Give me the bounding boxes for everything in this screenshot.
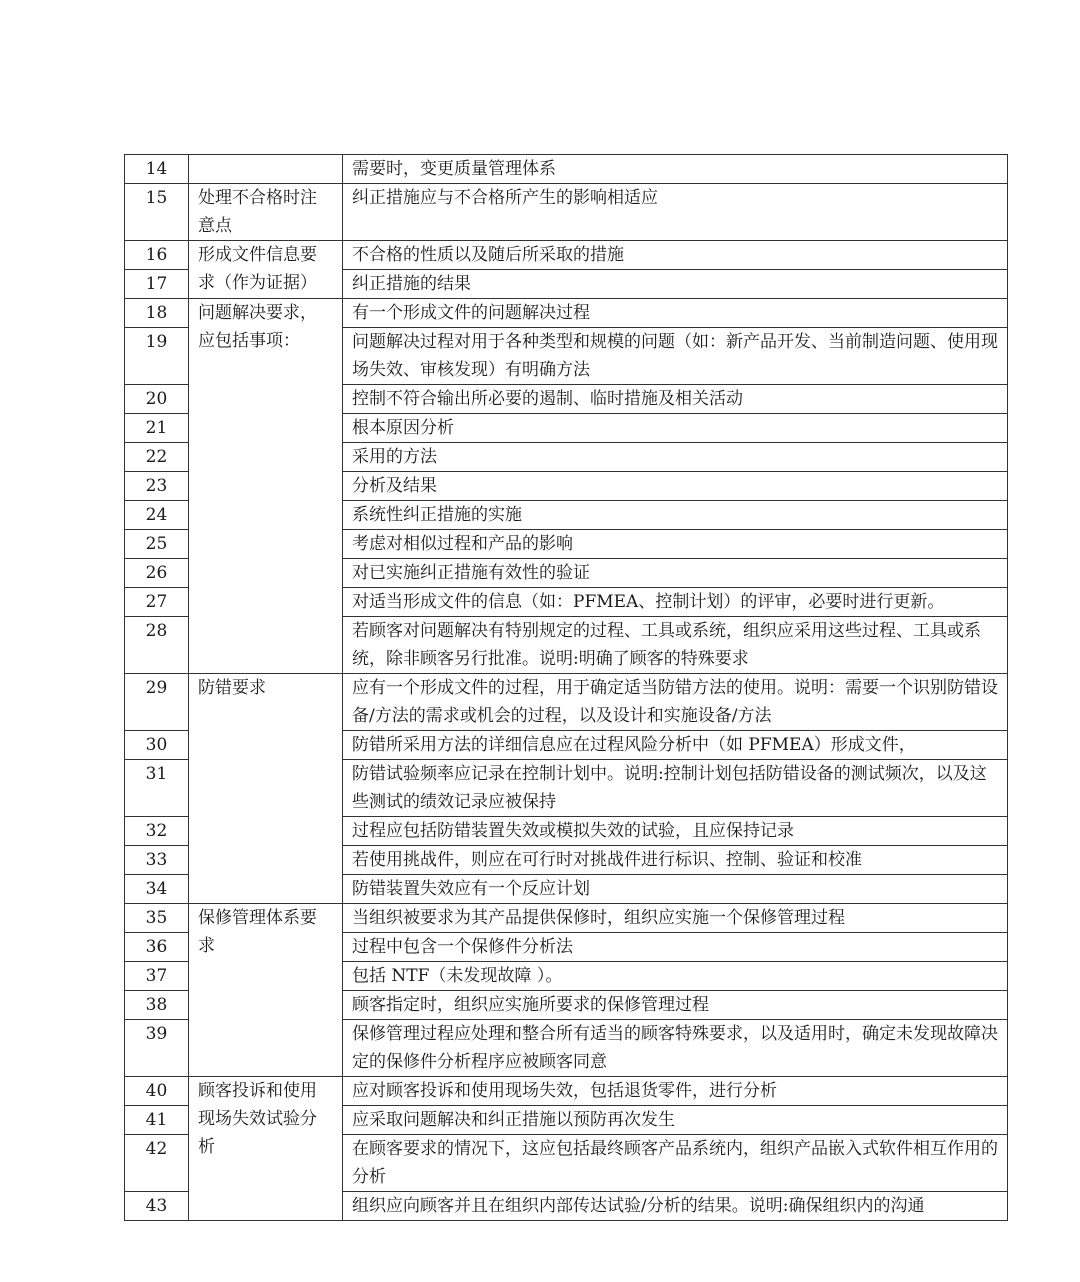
requirement-text: 分析及结果	[343, 472, 1008, 501]
requirement-text: 不合格的性质以及随后所采取的措施	[343, 241, 1008, 270]
requirement-text: 考虑对相似过程和产品的影响	[343, 530, 1008, 559]
requirement-text: 纠正措施的结果	[343, 270, 1008, 299]
category-cell: 形成文件信息要求（作为证据）	[189, 241, 343, 299]
category-cell: 保修管理体系要求	[189, 904, 343, 1077]
row-number: 40	[125, 1077, 189, 1106]
row-number: 33	[125, 846, 189, 875]
requirement-text: 应有一个形成文件的过程，用于确定适当防错方法的使用。说明：需要一个识别防错设备/方法的需求或机会的过程，以及设计和实施设备/方法	[343, 674, 1008, 731]
requirement-text: 纠正措施应与不合格所产生的影响相适应	[343, 184, 1008, 241]
table-row	[125, 184, 1008, 241]
requirement-text: 在顾客要求的情况下，这应包括最终顾客产品系统内，组织产品嵌入式软件相互作用的分析	[343, 1135, 1008, 1192]
row-number: 21	[125, 414, 189, 443]
requirement-text: 需要时，变更质量管理体系	[343, 155, 1008, 184]
requirements-table	[124, 154, 1008, 1221]
row-number: 18	[125, 299, 189, 328]
requirement-text: 顾客指定时，组织应实施所要求的保修管理过程	[343, 991, 1008, 1020]
row-number: 27	[125, 588, 189, 617]
row-number: 16	[125, 241, 189, 270]
category-cell: 顾客投诉和使用现场失效试验分析	[189, 1077, 343, 1221]
requirement-text: 当组织被要求为其产品提供保修时，组织应实施一个保修管理过程	[343, 904, 1008, 933]
table-row	[125, 674, 1008, 731]
row-number: 26	[125, 559, 189, 588]
row-number: 22	[125, 443, 189, 472]
row-number: 14	[125, 155, 189, 184]
table-row	[125, 155, 1008, 184]
requirement-text: 组织应向顾客并且在组织内部传达试验/分析的结果。说明:确保组织内的沟通	[343, 1192, 1008, 1221]
row-number: 19	[125, 328, 189, 385]
category-cell: 处理不合格时注意点	[189, 184, 343, 241]
category-cell: 问题解决要求，应包括事项：	[189, 299, 343, 674]
requirement-text: 若顾客对问题解决有特别规定的过程、工具或系统，组织应采用这些过程、工具或系统，除非顾客另行批准。说明:明确了顾客的特殊要求	[343, 617, 1008, 674]
requirement-text: 防错装置失效应有一个反应计划	[343, 875, 1008, 904]
row-number: 32	[125, 817, 189, 846]
requirement-text: 控制不符合输出所必要的遏制、临时措施及相关活动	[343, 385, 1008, 414]
requirement-text: 有一个形成文件的问题解决过程	[343, 299, 1008, 328]
row-number: 38	[125, 991, 189, 1020]
row-number: 20	[125, 385, 189, 414]
requirement-text: 过程应包括防错装置失效或模拟失效的试验，且应保持记录	[343, 817, 1008, 846]
requirement-text: 应对顾客投诉和使用现场失效，包括退货零件，进行分析	[343, 1077, 1008, 1106]
row-number: 17	[125, 270, 189, 299]
row-number: 29	[125, 674, 189, 731]
requirement-text: 采用的方法	[343, 443, 1008, 472]
table-row	[125, 241, 1008, 270]
row-number: 36	[125, 933, 189, 962]
row-number: 41	[125, 1106, 189, 1135]
category-cell-empty	[189, 155, 343, 184]
requirement-text: 若使用挑战件，则应在可行时对挑战件进行标识、控制、验证和校准	[343, 846, 1008, 875]
row-number: 39	[125, 1020, 189, 1077]
requirement-text: 防错所采用方法的详细信息应在过程风险分析中（如 PFMEA）形成文件，	[343, 731, 1008, 760]
row-number: 43	[125, 1192, 189, 1221]
requirement-text: 防错试验频率应记录在控制计划中。说明:控制计划包括防错设备的测试频次，以及这些测试的绩效记录应被保持	[343, 760, 1008, 817]
requirement-text: 保修管理过程应处理和整合所有适当的顾客特殊要求，以及适用时，确定未发现故障决定的保修件分析程序应被顾客同意	[343, 1020, 1008, 1077]
requirement-text: 包括 NTF（未发现故障 ）。	[343, 962, 1008, 991]
requirement-text: 系统性纠正措施的实施	[343, 501, 1008, 530]
row-number: 28	[125, 617, 189, 674]
row-number: 34	[125, 875, 189, 904]
row-number: 15	[125, 184, 189, 241]
table-row	[125, 1077, 1008, 1106]
category-cell: 防错要求	[189, 674, 343, 904]
row-number: 25	[125, 530, 189, 559]
requirement-text: 应采取问题解决和纠正措施以预防再次发生	[343, 1106, 1008, 1135]
row-number: 37	[125, 962, 189, 991]
row-number: 31	[125, 760, 189, 817]
row-number: 24	[125, 501, 189, 530]
row-number: 42	[125, 1135, 189, 1192]
table-row	[125, 904, 1008, 933]
requirement-text: 根本原因分析	[343, 414, 1008, 443]
row-number: 23	[125, 472, 189, 501]
requirement-text: 对已实施纠正措施有效性的验证	[343, 559, 1008, 588]
requirement-text: 对适当形成文件的信息（如：PFMEA、控制计划）的评审，必要时进行更新。	[343, 588, 1008, 617]
requirement-text: 过程中包含一个保修件分析法	[343, 933, 1008, 962]
row-number: 30	[125, 731, 189, 760]
row-number: 35	[125, 904, 189, 933]
requirement-text: 问题解决过程对用于各种类型和规模的问题（如：新产品开发、当前制造问题、使用现场失效、审核发现）有明确方法	[343, 328, 1008, 385]
table-row	[125, 299, 1008, 328]
